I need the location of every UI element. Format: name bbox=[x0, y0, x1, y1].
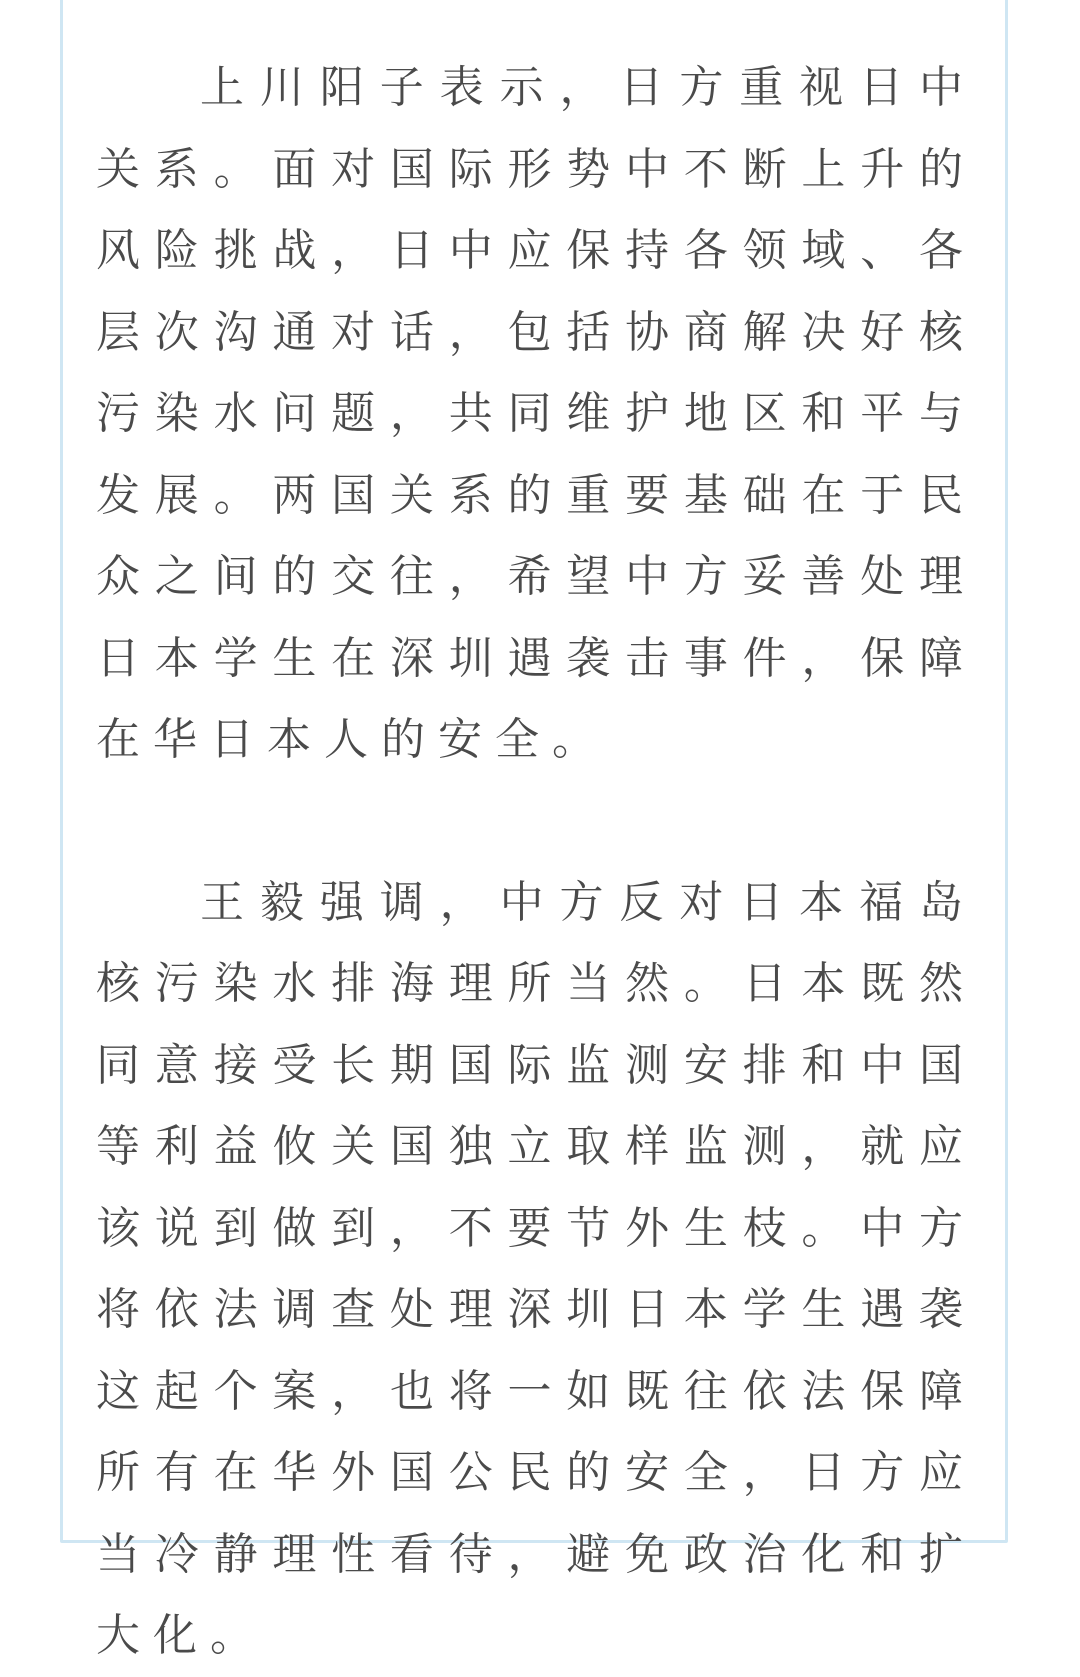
paragraph-kamikawa: 上川阳子表示，日方重视日中关系。面对国际形势中不断上升的风险挑战，日中应保持各领域、各层次沟通对话，包括协商解决好核污染水问题，共同维护地区和平与发展。两国关系的重要基础在于民众之间的交往，希望中方妥善处理日本学生在深圳遇袭击事件，保障在华日本人的安全。 bbox=[96, 62, 976, 765]
article-body bbox=[96, 47, 976, 1677]
paragraph-wang-yi: 王毅强调，中方反对日本福岛核污染水排海理所当然。日本既然同意接受长期国际监测安排和中国等利益攸关国独立取样监测，就应该说到做到，不要节外生枝。中方将依法调查处理深圳日本学生遇袭这起个案，也将一如既往依法保障所有在华外国公民的安全，日方应当冷静理性看待，避免政治化和扩大化。 bbox=[96, 876, 976, 1661]
